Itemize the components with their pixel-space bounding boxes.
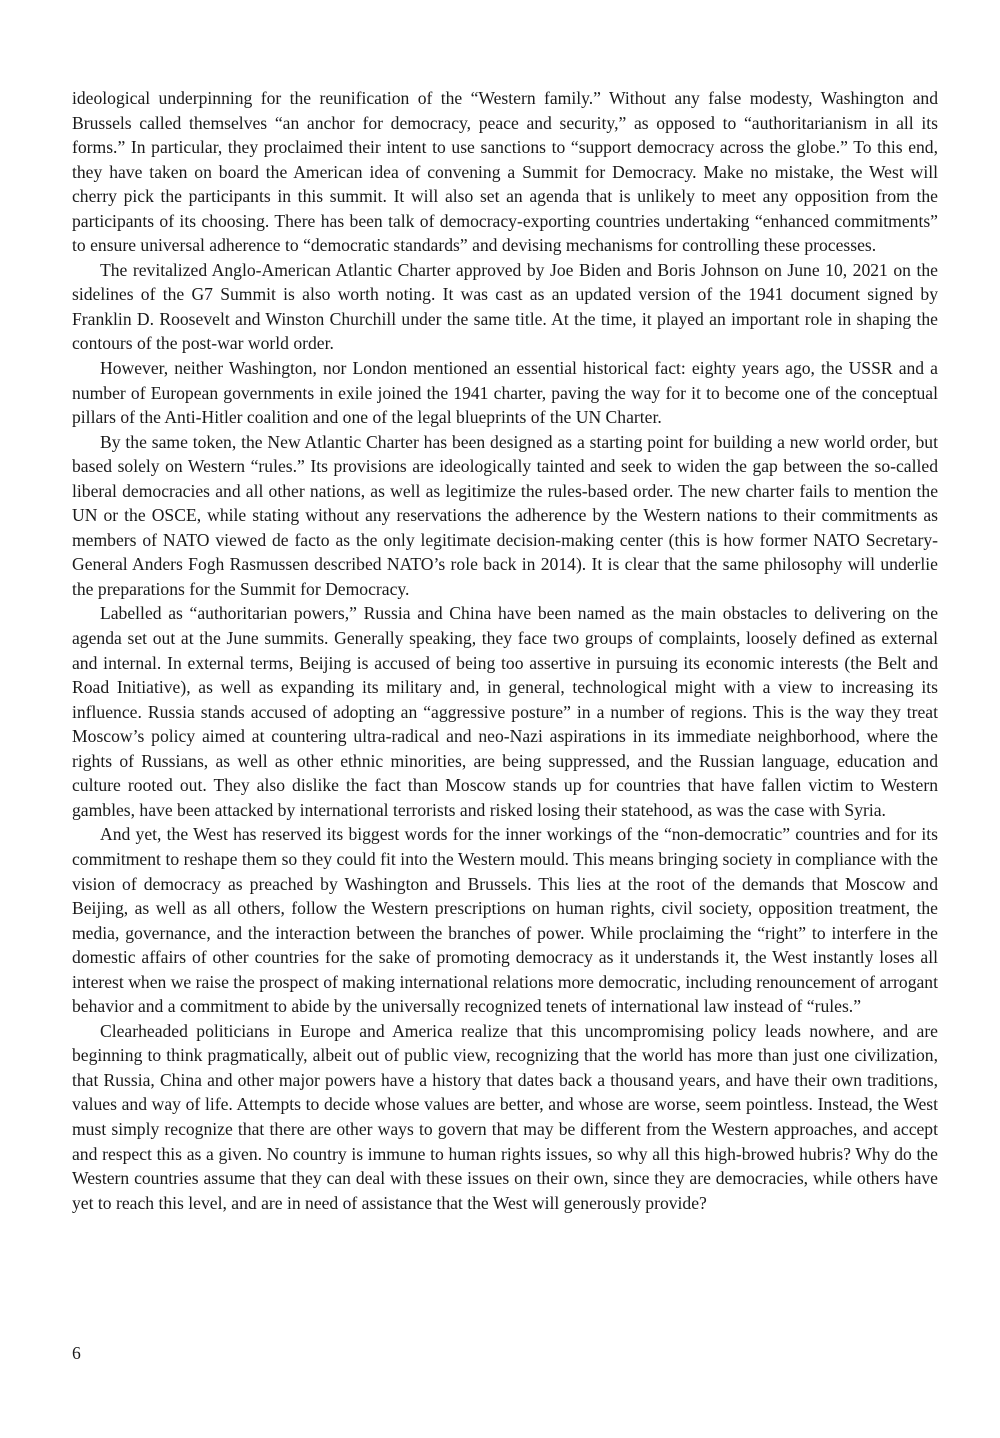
paragraph: However, neither Washington, nor London mentioned an essential historical fact: eighty years ago, the USSR and a number of European governments in exile joined the 1941 charter, paving the way for it to become one of the conceptual pillars of the Anti-Hitler coalition and one of the legal blueprints of the UN Charter.: [72, 358, 938, 428]
paragraph: ideological underpinning for the reunification of the “Western family.” Without any false modesty, Washington and Brussels called themselves “an anchor for democracy, peace and security,” as opposed to “authoritarianism in all its forms.” In particular, they proclaimed their intent to use sanctions to “support democracy across the globe.” To this end, they have taken on board the American idea of convening a Summit for Democracy. Make no mistake, the West will cherry pick the participants in this summit. It will also set an agenda that is unlikely to meet any opposition from the participants of its choosing. There has been talk of democracy-exporting countries undertaking “enhanced commitments” to ensure universal adherence to “democratic standards” and devising mechanisms for controlling these processes.: [72, 88, 938, 256]
paragraph: Labelled as “authoritarian powers,” Russia and China have been named as the main obstacles to delivering on the agenda set out at the June summits. Generally speaking, they face two groups of complaints, loosely defined as external and internal. In external terms, Beijing is accused of being too assertive in pursuing its economic interests (the Belt and Road Initiative), as well as expanding its military and, in general, technological might with a view to increasing its influence. Russia stands accused of adopting an “aggressive posture” in a number of regions. This is the way they treat Moscow’s policy aimed at countering ultra-radical and neo-Nazi aspirations in its immediate neighborhood, where the rights of Russians, as well as other ethnic minorities, are being suppressed, and the Russian language, education and culture rooted out. They also dislike the fact than Moscow stands up for countries that have fallen victim to Western gambles, have been attacked by international terrorists and risked losing their statehood, as was the case with Syria.: [72, 603, 938, 820]
paragraph: Clearheaded politicians in Europe and America realize that this uncompromising policy leads nowhere, and are beginning to think pragmatically, albeit out of public view, recognizing that the world has more than just one civilization, that Russia, China and other major powers have a history that dates back a thousand years, and have their own traditions, values and way of life. Attempts to decide whose values are better, and whose are worse, seem pointless. Instead, the West must simply recognize that there are other ways to govern that may be different from the Western approaches, and accept and respect this as a given. No country is immune to human rights issues, so why all this high-browed hubris? Why do the Western countries assume that they can deal with these issues on their own, since they are democracies, while others have yet to reach this level, and are in need of assistance that the West will generously provide?: [72, 1020, 938, 1213]
paragraph: And yet, the West has reserved its biggest words for the inner workings of the “non-democratic” countries and for its commitment to reshape them so they could fit into the Western mould. This means bringing society in compliance with the vision of democracy as preached by Washington and Brussels. This lies at the root of the demands that Moscow and Beijing, as well as all others, follow the Western prescriptions on human rights, civil society, opposition treatment, the media, governance, and the interaction between the branches of power. While proclaiming the “right” to interfere in the domestic affairs of other countries for the sake of promoting democracy as it understands it, the West instantly loses all interest when we raise the prospect of making international relations more democratic, including renouncement of arrogant behavior and a commitment to abide by the universally recognized tenets of international law instead of “rules.”: [72, 824, 938, 1017]
paragraph: The revitalized Anglo-American Atlantic Charter approved by Joe Biden and Boris Johnson on June 10, 2021 on the sidelines of the G7 Summit is also worth noting. It was cast as an updated version of the 1941 document signed by Franklin D. Roosevelt and Winston Churchill under the same title. At the time, it played an important role in shaping the contours of the post-war world order.: [72, 259, 938, 354]
paragraph: By the same token, the New Atlantic Charter has been designed as a starting point for building a new world order, but based solely on Western “rules.” Its provisions are ideologically tainted and seek to widen the gap between the so-called liberal democracies and all other nations, as well as legitimize the rules-based order. The new charter fails to mention the UN or the OSCE, while stating without any reservations the adherence by the Western nations to their commitments as members of NATO viewed de facto as the only legitimate decision-making center (this is how former NATO Secretary-General Anders Fogh Rasmussen described NATO’s role back in 2014). It is clear that the same philosophy will underlie the preparations for the Summit for Democracy.: [72, 431, 938, 599]
page-body: [72, 86, 938, 1215]
page-number: 6: [72, 1343, 81, 1363]
